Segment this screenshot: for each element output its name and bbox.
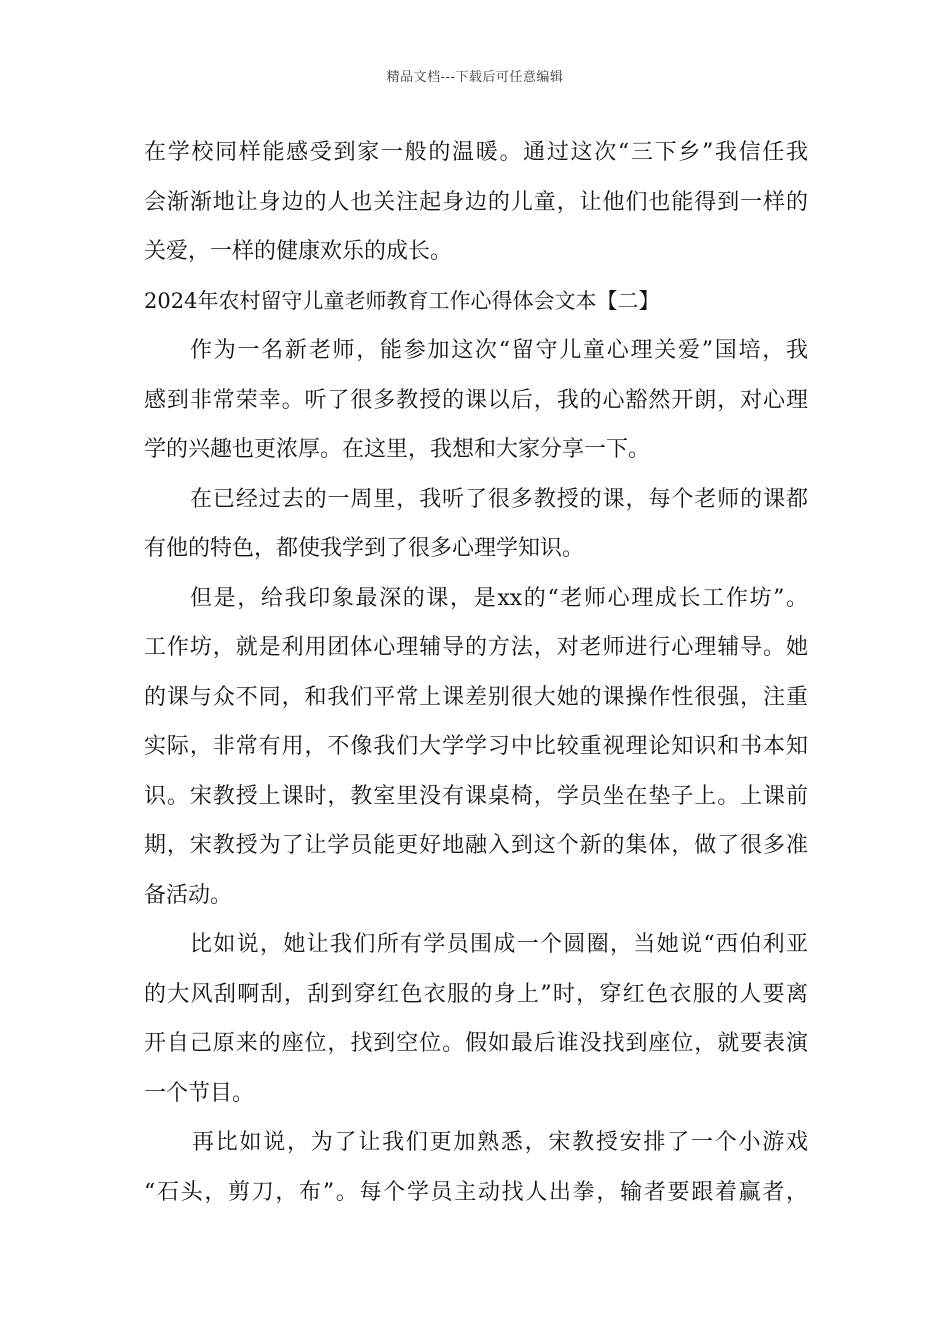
- text-line: 但是，给我印象最深的课，是xx的“老师心理成长工作坊”。: [190, 585, 808, 611]
- text-line: 期，宋教授为了让学员能更好地融入到这个新的集体，做了很多准: [144, 833, 808, 858]
- text-line: 备活动。: [144, 882, 233, 908]
- text-line: 感到非常荣幸。听了很多教授的课以后，我的心豁然开朗，对心理: [144, 387, 808, 413]
- document-body: [144, 128, 808, 1217]
- text-line: 一个节目。: [144, 1080, 255, 1106]
- text-line: 比如说，她让我们所有学员围成一个圆圈，当她说“西伯利亚: [190, 932, 808, 957]
- text-line: 作为一名新老师，能参加这次“留守儿童心理关爱”国培，我: [190, 338, 808, 363]
- text-line: 再比如说，为了让我们更加熟悉，宋教授安排了一个小游戏: [192, 1130, 808, 1155]
- text-line: 开自己原来的座位，找到空位。假如最后谁没找到座位，就要表演: [144, 1031, 808, 1056]
- text-line: 会渐渐地让身边的人也关注起身边的儿童，让他们也能得到一样的: [144, 189, 808, 215]
- text-line: 在学校同样能感受到家一般的温暖。通过这次“三下乡”我信任我: [144, 140, 808, 165]
- section-heading: 2024年农村留守儿童老师教育工作心得体会文本【二】: [144, 288, 660, 313]
- text-line: 关爱，一样的健康欢乐的成长。: [144, 239, 453, 264]
- text-line: 有他的特色，都使我学到了很多心理学知识。: [144, 536, 585, 561]
- text-line: 识。宋教授上课时，教室里没有课桌椅，学员坐在垫子上。上课前: [144, 783, 808, 809]
- text-line: 的课与众不同，和我们平常上课差别很大她的课操作性很强，注重: [144, 684, 808, 710]
- text-line: 学的兴趣也更浓厚。在这里，我想和大家分享一下。: [144, 437, 651, 462]
- text-line: 工作坊，就是利用团体心理辅导的方法，对老师进行心理辅导。她: [144, 635, 808, 660]
- text-line: 的大风刮啊刮，刮到穿红色衣服的身上”时，穿红色衣服的人要离: [144, 981, 808, 1007]
- text-line: “石头，剪刀，布”。每个学员主动找人出拳，输者要跟着赢者，: [144, 1179, 808, 1205]
- text-line: 实际，非常有用，不像我们大学学习中比较重视理论知识和书本知: [144, 734, 808, 759]
- page-header: 精品文档---下载后可任意编辑: [386, 70, 564, 85]
- text-line: 在已经过去的一周里，我听了很多教授的课，每个老师的课都: [190, 486, 808, 512]
